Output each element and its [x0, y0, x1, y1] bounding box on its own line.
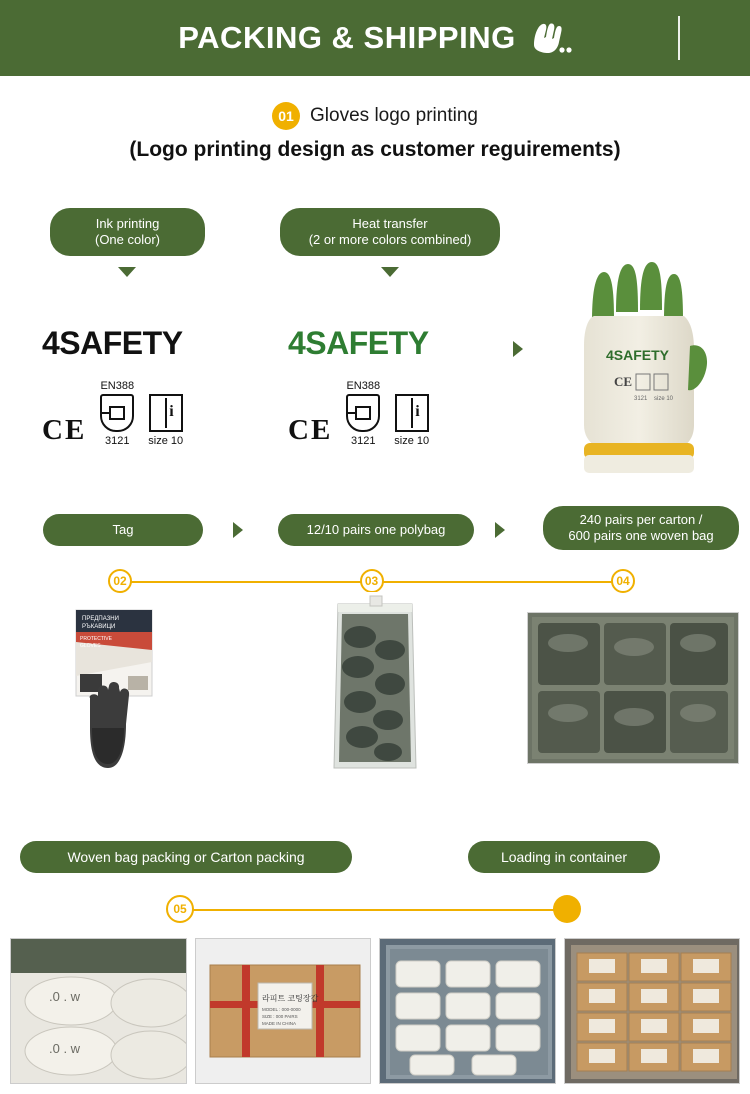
timeline-step-5 — [173, 902, 567, 916]
pill-polybag[interactable] — [278, 514, 474, 546]
svg-text:PROTECTIVE: PROTECTIVE — [80, 636, 112, 642]
logo-sample-ink — [42, 325, 183, 447]
step-badge-05: 05 — [166, 895, 194, 923]
step-badge-01: 01 — [272, 102, 300, 130]
svg-text:3121: 3121 — [634, 396, 648, 402]
svg-text:GLOVES: GLOVES — [80, 643, 101, 649]
svg-text:.0 . w: .0 . w — [49, 1041, 81, 1056]
pill-tag-label: Tag — [112, 522, 134, 538]
chevron-down-icon — [381, 267, 399, 277]
manual-book-icon: i — [149, 394, 183, 432]
pill-polybag-label: 12/10 pairs one polybag — [306, 522, 446, 538]
en388-code: 3121 — [351, 435, 376, 447]
svg-text:MODEL : 000-0000: MODEL : 000-0000 — [261, 1007, 301, 1012]
pill-woven-bag-packing[interactable] — [20, 841, 352, 873]
ce-mark: CE — [288, 414, 333, 446]
ce-mark: CE — [42, 414, 87, 446]
page-header — [0, 0, 750, 76]
manual-book-icon: i — [395, 394, 429, 432]
photo-retail-box — [68, 600, 168, 782]
en388-mark — [346, 380, 380, 447]
option-ink-printing[interactable] — [50, 208, 205, 256]
logo-sample-heat — [288, 325, 429, 447]
chevron-right-icon — [513, 341, 523, 357]
header-divider — [678, 16, 680, 60]
shield-icon — [100, 394, 134, 432]
en388-label: EN388 — [100, 380, 135, 392]
gloves-icon — [526, 15, 572, 61]
svg-text:size 10: size 10 — [654, 396, 674, 402]
logo-text-black: 4SAFETY — [42, 325, 183, 361]
certification-marks — [42, 380, 183, 447]
shield-icon — [346, 394, 380, 432]
pill-carton[interactable] — [543, 506, 739, 550]
certification-marks — [288, 380, 429, 447]
svg-text:CE: CE — [614, 374, 633, 389]
timeline-steps-2-4 — [113, 574, 630, 588]
size-label: size 10 — [148, 435, 184, 447]
en388-mark — [100, 380, 134, 447]
photo-polybag — [320, 592, 430, 782]
step-badge-04: 04 — [611, 569, 635, 593]
chevron-right-icon — [233, 522, 243, 538]
option-ink-line2: (One color) — [94, 232, 161, 247]
size-label: size 10 — [394, 435, 430, 447]
en388-label: EN388 — [346, 380, 381, 392]
svg-text:ПРЕДПАЗНИ: ПРЕДПАЗНИ — [82, 616, 119, 622]
photo-strip — [10, 938, 740, 1084]
svg-text:4SAFETY: 4SAFETY — [606, 347, 670, 363]
pill-woven-label: Woven bag packing or Carton packing — [67, 848, 305, 865]
option-heat-transfer[interactable] — [280, 208, 500, 256]
glove-product-photo — [554, 250, 724, 480]
chevron-right-icon — [495, 522, 505, 538]
step-badge-03: 03 — [360, 569, 384, 593]
pill-loading-label: Loading in container — [500, 848, 628, 865]
option-heat-line2: (2 or more colors combined) — [308, 232, 472, 247]
svg-text:MADE IN CHINA: MADE IN CHINA — [261, 1021, 296, 1026]
option-ink-line1: Ink printing — [95, 216, 160, 232]
photo-woven-bags — [10, 938, 187, 1084]
option-heat-line1: Heat transfer — [352, 216, 428, 232]
pill-carton-line2: 600 pairs one woven bag — [568, 528, 714, 543]
logo-text-green: 4SAFETY — [288, 325, 429, 361]
en388-code: 3121 — [105, 435, 130, 447]
section-subtitle: (Logo printing design as customer reguirements) — [129, 138, 621, 161]
pill-carton-line1: 240 pairs per carton / — [579, 512, 703, 528]
svg-text:РЪКАВИЦИ: РЪКАВИЦИ — [82, 624, 116, 630]
size-mark — [148, 394, 183, 447]
pill-loading-container[interactable] — [468, 841, 660, 873]
step-badge-02: 02 — [108, 569, 132, 593]
step-01-row — [0, 102, 750, 130]
photo-container-cartons — [564, 938, 741, 1084]
svg-text:라피트 코팅장갑: 라피트 코팅장갑 — [261, 994, 318, 1003]
chevron-down-icon — [118, 267, 136, 277]
size-mark — [394, 394, 429, 447]
timeline-end-dot — [553, 895, 581, 923]
svg-text:.0 . w: .0 . w — [49, 989, 81, 1004]
pill-tag[interactable] — [43, 514, 203, 546]
photo-carton-packed — [527, 612, 739, 764]
step-01-title: Gloves logo printing — [310, 105, 478, 126]
photo-container-white-bags — [379, 938, 556, 1084]
svg-text:SIZE : 000 PAIRS: SIZE : 000 PAIRS — [261, 1014, 298, 1019]
section-logo-printing — [0, 76, 750, 162]
photo-carton-box — [195, 938, 372, 1084]
page-title: PACKING & SHIPPING — [178, 20, 516, 55]
